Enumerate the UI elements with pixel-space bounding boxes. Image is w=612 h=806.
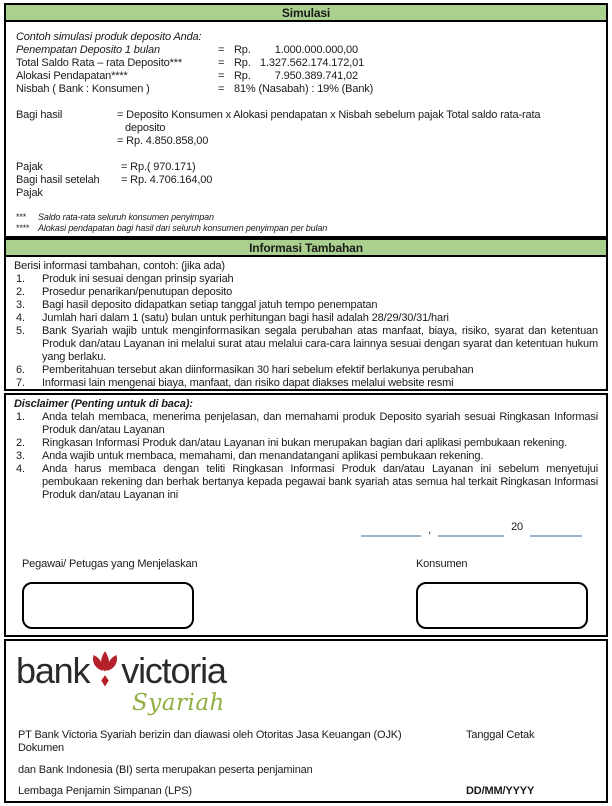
disclaimer-item-1 xyxy=(12,411,598,437)
equals-sign: = xyxy=(218,70,225,82)
item-text: Jumlah hari dalam 1 (satu) bulan untuk perhitungan bagi hasil adalah 28/29/30/31/hari xyxy=(42,312,449,324)
sim-value xyxy=(234,70,596,83)
item-text: Anda harus membaca dengan teliti Ringkasan Informasi Produk dan/atau Layanan ini sebelum menyetujui pembukaan rekening dan berhak bertanya kepada pegawai bank syariah atas semua hal terkait Ringkasan Informasi Produk dan/atau Layanan ini xyxy=(42,463,598,501)
sim-row-alokasi xyxy=(16,70,596,83)
sim-label: Total Saldo Rata – rata Deposito*** xyxy=(16,57,182,69)
logo-text-syariah: Syariah xyxy=(132,690,225,716)
footer-line-3: dan Bank Indonesia (BI) serta merupakan peserta penjaminan xyxy=(18,764,313,776)
disclaimer-item-4 xyxy=(12,463,598,502)
equals-sign: = xyxy=(218,57,225,69)
simulasi-header: Simulasi xyxy=(4,3,608,22)
bagi-hasil-setelah-value: = Rp. 4.706.164,00 xyxy=(121,174,213,186)
bank-victoria-logo xyxy=(14,651,598,691)
item-number: 1. xyxy=(16,273,25,285)
footer-line-4: Lembaga Penjamin Simpanan (LPS) xyxy=(18,785,192,797)
officer-label: Pegawai/ Petugas yang Menjelaskan xyxy=(22,558,198,570)
logo-text-bank: bank xyxy=(16,650,90,691)
equals-sign: = xyxy=(218,83,225,95)
date-year-blank[interactable] xyxy=(530,523,582,537)
bagi-hasil-setelah-label-2: Pajak xyxy=(16,187,43,199)
signature-customer-column xyxy=(416,558,588,629)
equals-sign: = xyxy=(218,44,225,56)
customer-signature-box[interactable] xyxy=(416,582,588,629)
item-text: Anda wajib untuk membaca, memahami, dan menandatangani aplikasi pembukaan rekening. xyxy=(42,450,484,462)
simulasi-section xyxy=(4,22,608,238)
simulasi-intro: Contoh simulasi produk deposito Anda: xyxy=(16,31,202,43)
item-number: 4. xyxy=(16,312,25,324)
sim-value xyxy=(234,44,596,57)
sim-row-nisbah xyxy=(16,83,596,96)
info-item-2 xyxy=(12,286,598,299)
sim-label: Nisbah ( Bank : Konsumen ) xyxy=(16,83,150,95)
item-text: Informasi lain mengenai biaya, manfaat, dan risiko dapat diakses melalui website resmi xyxy=(42,377,454,389)
amount: 7.950.389.741,02 xyxy=(274,70,358,82)
disclaimer-item-3 xyxy=(12,450,598,463)
item-text: Prosedur penarikan/penutupan deposito xyxy=(42,286,233,298)
sim-value: 81% (Nasabah) : 19% (Bank) xyxy=(234,83,374,95)
item-number: 3. xyxy=(16,450,25,462)
bagi-hasil-body xyxy=(117,109,596,148)
sim-label: Penempatan Deposito 1 bulan xyxy=(16,44,160,56)
footer-right-text xyxy=(466,729,594,798)
informasi-tambahan-section xyxy=(4,257,608,391)
item-text: Bagi hasil deposito didapatkan setiap tanggal jatuh tempo penempatan xyxy=(42,299,378,311)
item-number: 4. xyxy=(16,463,25,475)
footer-left-text xyxy=(18,729,466,798)
footer-line-2: Dokumen xyxy=(18,742,65,754)
item-number: 6. xyxy=(16,364,25,376)
disclaimer-section xyxy=(4,393,608,637)
currency-prefix: Rp. xyxy=(234,57,251,69)
disclaimer-title: Disclaimer (Penting untuk di baca): xyxy=(14,398,193,410)
currency-prefix: Rp. xyxy=(234,70,251,82)
footnote-stars: *** xyxy=(16,212,27,222)
item-text: Produk ini sesuai dengan prinsip syariah xyxy=(42,273,234,285)
logo-text-victoria: victoria xyxy=(121,650,226,691)
sim-value xyxy=(234,57,596,70)
item-text: Anda telah membaca, menerima penjelasan, dan memahami produk Deposito syariah sesuai Ringkasan Informasi Produk dan/atau Layanan xyxy=(42,411,598,436)
bagi-hasil-setelah-label-1: Bagi hasil setelah xyxy=(16,174,100,186)
item-number: 2. xyxy=(16,286,25,298)
item-number: 7. xyxy=(16,377,25,389)
amount: 1.000.000.000,00 xyxy=(274,44,358,56)
signature-row xyxy=(12,558,598,629)
footer-info xyxy=(14,729,598,798)
sim-row-saldo xyxy=(16,57,596,70)
date-comma: , xyxy=(428,524,432,536)
bagi-hasil-label: Bagi hasil xyxy=(16,109,63,121)
item-number: 5. xyxy=(16,325,25,337)
info-item-6 xyxy=(12,364,598,377)
signature-officer-column xyxy=(22,558,416,629)
date-format-placeholder: DD/MM/YYYY xyxy=(466,785,535,797)
bagi-hasil-formula xyxy=(16,109,596,148)
item-number: 3. xyxy=(16,299,25,311)
item-number: 2. xyxy=(16,437,25,449)
item-text: Pemberitahuan tersebut akan diinformasikan 30 hari sebelum efektif berlakunya perubahan xyxy=(42,364,474,376)
sim-row-penempatan xyxy=(16,44,596,57)
footnote-text: Saldo rata-rata seluruh konsumen penyimpan xyxy=(38,212,214,222)
footnote-stars: **** xyxy=(16,223,30,233)
footnotes xyxy=(16,212,596,234)
date-year-prefix: 20 xyxy=(511,521,523,533)
pajak-value: = Rp.( 970.171) xyxy=(121,161,196,173)
info-intro: Berisi informasi tambahan, contoh: (jika ada) xyxy=(14,260,225,272)
tanggal-cetak-label: Tanggal Cetak xyxy=(466,729,535,741)
date-city-blank[interactable] xyxy=(361,523,421,537)
formula-line-1: = Deposito Konsumen x Alokasi pendapatan x Nisbah sebelum pajak Total saldo rata-rata xyxy=(117,109,541,121)
officer-signature-box[interactable] xyxy=(22,582,194,629)
date-line xyxy=(12,519,582,537)
item-text: Bank Syariah wajib untuk menginformasikan segala perubahan atas manfaat, biaya, risiko, syarat dan ketentuan Produk dan/atau Layanan ini melalui surat atau melalui cara-cara lainnya sesuai dengan syarat dan ketentuan hukum yang berlaku. xyxy=(42,325,598,363)
fleur-de-lis-icon xyxy=(90,649,120,691)
formula-line-2: deposito xyxy=(125,122,166,134)
footer-section xyxy=(4,639,608,803)
sim-label: Alokasi Pendapatan**** xyxy=(16,70,128,82)
amount: 1.327.562.174.172,01 xyxy=(260,57,365,69)
date-day-month-blank[interactable] xyxy=(438,523,504,537)
pajak-block xyxy=(16,161,596,200)
info-item-7 xyxy=(12,377,598,390)
item-text: Ringkasan Informasi Produk dan/atau Layanan ini bukan merupakan bagian dari aplikasi pembukaan rekening. xyxy=(42,437,567,449)
info-item-5 xyxy=(12,325,598,364)
footnote-2 xyxy=(16,223,596,234)
info-item-3 xyxy=(12,299,598,312)
informasi-tambahan-header: Informasi Tambahan xyxy=(4,238,608,257)
info-item-4 xyxy=(12,312,598,325)
formula-result: = Rp. 4.850.858,00 xyxy=(117,135,209,147)
customer-label: Konsumen xyxy=(416,558,468,570)
item-number: 1. xyxy=(16,411,25,423)
info-item-1 xyxy=(12,273,598,286)
disclaimer-item-2 xyxy=(12,437,598,450)
footnote-text: Alokasi pendapatan bagi hasil dari seluruh konsumen penyimpan per bulan xyxy=(38,223,328,233)
currency-prefix: Rp. xyxy=(234,44,251,56)
footnote-1 xyxy=(16,212,596,223)
pajak-label: Pajak xyxy=(16,161,43,173)
footer-line-1: PT Bank Victoria Syariah berizin dan diawasi oleh Otoritas Jasa Keuangan (OJK) xyxy=(18,729,402,741)
